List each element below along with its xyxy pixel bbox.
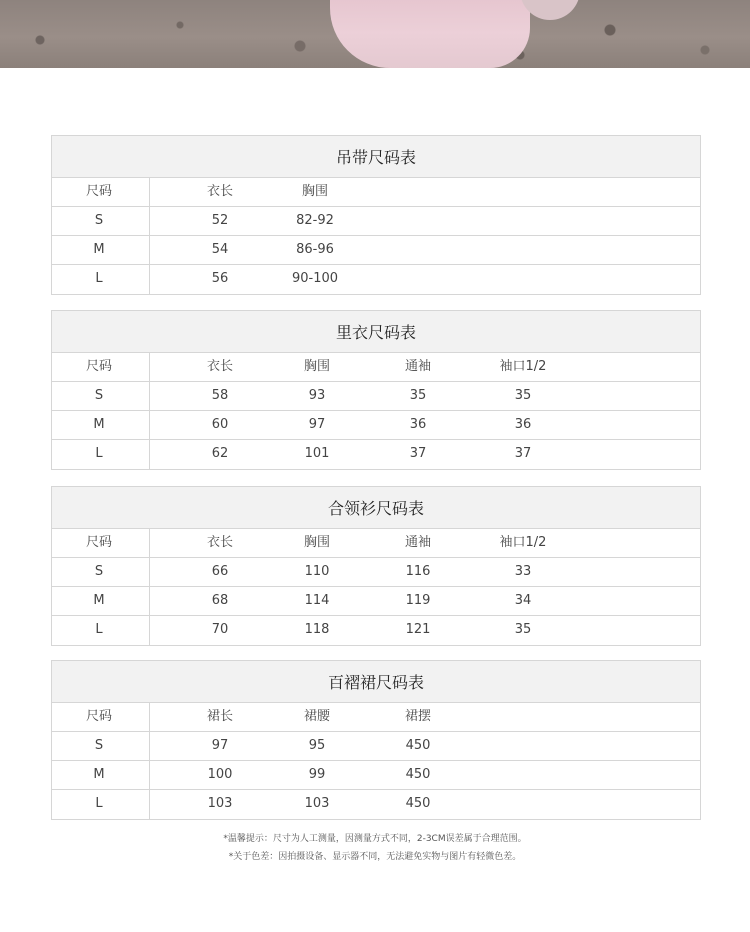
table-cell: M <box>93 593 105 608</box>
table-cell: 86-96 <box>296 242 334 257</box>
table-row <box>52 790 700 819</box>
table-cell: S <box>94 738 104 753</box>
table-cell: 90-100 <box>291 271 339 286</box>
table-cell: 37 <box>409 446 427 461</box>
table-cell: 103 <box>207 796 233 811</box>
table-header-row <box>52 353 700 382</box>
header-cell: 裙腰 <box>303 709 331 724</box>
header-cell: 通袖 <box>404 535 432 550</box>
hero-photo-strip <box>0 0 750 68</box>
header-cell: 袖口1/2 <box>499 535 547 550</box>
table-cell: 35 <box>514 388 532 403</box>
column-divider <box>149 440 150 469</box>
table-cell: 97 <box>211 738 229 753</box>
table-cell: 35 <box>409 388 427 403</box>
table-title: 吊带尺码表 <box>52 136 700 178</box>
header-cell: 胸围 <box>303 359 331 374</box>
column-divider <box>149 790 150 819</box>
table-cell: 450 <box>405 738 431 753</box>
column-divider <box>149 587 150 615</box>
table-cell: 118 <box>304 622 330 637</box>
table-cell: 70 <box>211 622 229 637</box>
table-row <box>52 761 700 790</box>
table-cell: 119 <box>405 593 431 608</box>
table-title: 里衣尺码表 <box>52 311 700 353</box>
table-row <box>52 440 700 469</box>
table-header-row <box>52 529 700 558</box>
table-cell: 116 <box>405 564 431 579</box>
size-table <box>51 660 701 820</box>
header-cell: 袖口1/2 <box>499 359 547 374</box>
column-divider <box>149 732 150 760</box>
note-color: *关于色差：因拍摄设备、显示器不同，无法避免实物与图片有轻微色差。 <box>228 852 522 862</box>
table-cell: 95 <box>308 738 326 753</box>
column-divider <box>149 761 150 789</box>
table-cell: 66 <box>211 564 229 579</box>
notes <box>0 830 750 866</box>
table-row <box>52 587 700 616</box>
table-row <box>52 732 700 761</box>
table-row <box>52 411 700 440</box>
table-cell: 52 <box>211 213 229 228</box>
column-divider <box>149 236 150 264</box>
table-cell: 114 <box>304 593 330 608</box>
table-cell: 33 <box>514 564 532 579</box>
table-cell: S <box>94 213 104 228</box>
table-cell: 110 <box>304 564 330 579</box>
size-table <box>51 310 701 470</box>
table-header-row <box>52 178 700 207</box>
table-cell: 100 <box>207 767 233 782</box>
table-row <box>52 236 700 265</box>
table-cell: S <box>94 388 104 403</box>
table-cell: 34 <box>514 593 532 608</box>
table-cell: 97 <box>308 417 326 432</box>
table-cell: 121 <box>405 622 431 637</box>
table-cell: 54 <box>211 242 229 257</box>
header-cell: 胸围 <box>301 184 329 199</box>
table-cell: M <box>93 767 105 782</box>
column-divider <box>149 616 150 645</box>
table-cell: L <box>95 796 103 811</box>
column-divider <box>149 558 150 586</box>
header-cell: 通袖 <box>404 359 432 374</box>
table-cell: 93 <box>308 388 326 403</box>
header-cell: 尺码 <box>85 359 113 374</box>
column-divider <box>149 382 150 410</box>
table-cell: 82-92 <box>296 213 334 228</box>
table-cell: 101 <box>304 446 330 461</box>
table-title: 合领衫尺码表 <box>52 487 700 529</box>
table-cell: 60 <box>211 417 229 432</box>
table-row <box>52 265 700 294</box>
column-divider <box>149 265 150 294</box>
header-cell: 裙摆 <box>404 709 432 724</box>
header-cell: 裙长 <box>206 709 234 724</box>
table-cell: 99 <box>308 767 326 782</box>
column-divider <box>149 178 150 206</box>
header-cell: 衣长 <box>206 184 234 199</box>
column-divider <box>149 529 150 557</box>
dress-hem <box>330 0 530 68</box>
table-cell: 56 <box>211 271 229 286</box>
table-cell: L <box>95 622 103 637</box>
column-divider <box>149 411 150 439</box>
table-cell: 36 <box>409 417 427 432</box>
header-cell: 胸围 <box>303 535 331 550</box>
note-measurement: *温馨提示：尺寸为人工测量，因测量方式不同，2-3CM误差属于合理范围。 <box>223 834 527 844</box>
table-cell: 62 <box>211 446 229 461</box>
table-cell: 35 <box>514 622 532 637</box>
table-header-row <box>52 703 700 732</box>
table-row <box>52 616 700 645</box>
header-cell: 尺码 <box>85 535 113 550</box>
header-cell: 衣长 <box>206 535 234 550</box>
table-cell: 450 <box>405 796 431 811</box>
column-divider <box>149 353 150 381</box>
table-cell: L <box>95 271 103 286</box>
table-cell: 68 <box>211 593 229 608</box>
table-row <box>52 382 700 411</box>
size-table <box>51 486 701 646</box>
size-table <box>51 135 701 295</box>
table-cell: 37 <box>514 446 532 461</box>
table-cell: 36 <box>514 417 532 432</box>
header-cell: 尺码 <box>85 709 113 724</box>
table-cell: 58 <box>211 388 229 403</box>
header-cell: 尺码 <box>85 184 113 199</box>
table-title: 百褶裙尺码表 <box>52 661 700 703</box>
header-cell: 衣长 <box>206 359 234 374</box>
table-cell: 450 <box>405 767 431 782</box>
table-cell: L <box>95 446 103 461</box>
column-divider <box>149 207 150 235</box>
column-divider <box>149 703 150 731</box>
table-cell: M <box>93 417 105 432</box>
table-cell: 103 <box>304 796 330 811</box>
table-row <box>52 207 700 236</box>
table-cell: S <box>94 564 104 579</box>
table-row <box>52 558 700 587</box>
table-cell: M <box>93 242 105 257</box>
